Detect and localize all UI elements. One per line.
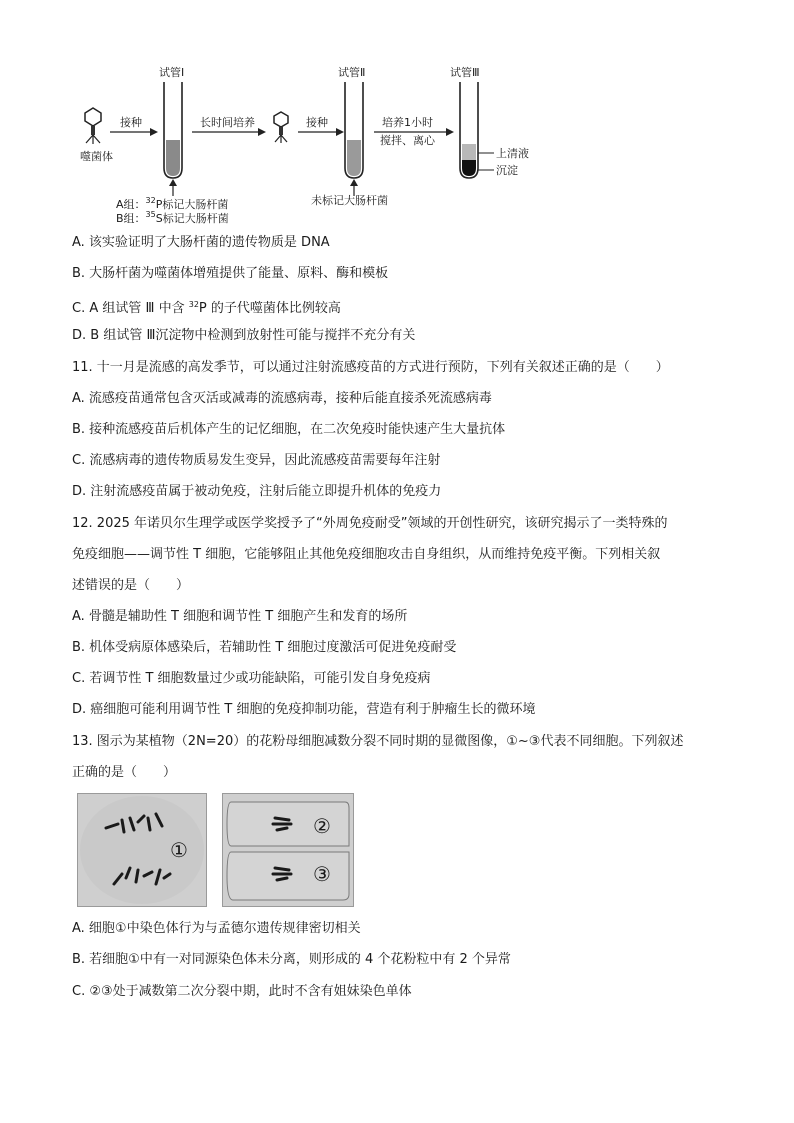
q11-option-d: D. 注射流感疫苗属于被动免疫，注射后能立即提升机体的免疫力 — [72, 484, 442, 499]
q10-option-b: B. 大肠杆菌为噬菌体增殖提供了能量、原料、酶和模板 — [72, 266, 389, 281]
q10-option-a: A. 该实验证明了大肠杆菌的遗传物质是 DNA — [72, 235, 330, 250]
cell-2-label: ② — [313, 814, 331, 838]
group-a-label: A组：$^{32}$P标记大肠杆菌 — [116, 196, 229, 211]
test-tube-3 — [460, 82, 478, 178]
q12-stem-line-2: 免疫细胞——调节性 T 细胞，它能够阻止其他免疫细胞攻击自身组织，从而维持免疫平衡。下列相关叙 — [72, 547, 661, 562]
tube-1-title: 试管Ⅰ — [159, 66, 185, 79]
cell-1-label: ① — [170, 838, 188, 862]
q13-stem-line-1: 13. 图示为某植物（2N=20）的花粉母细胞减数分裂不同时期的显微图像，①~③代表不同细胞。下列叙述 — [72, 734, 684, 749]
q12-option-b: B. 机体受病原体感染后，若辅助性 T 细胞过度激活可促进免疫耐受 — [72, 640, 457, 655]
q12-option-a: A. 骨髓是辅助性 T 细胞和调节性 T 细胞产生和发育的场所 — [72, 609, 408, 624]
sediment-label: 沉淀 — [496, 164, 518, 177]
group-b-label: B组：$^{35}$S标记大肠杆菌 — [116, 210, 229, 225]
unlabeled-ecoli-label: 未标记大肠杆菌 — [311, 194, 388, 207]
q11-option-a: A. 流感疫苗通常包含灭活或减毒的流感病毒，接种后能直接杀死流感病毒 — [72, 391, 492, 406]
phage-label: 噬菌体 — [80, 150, 113, 163]
tube-2-title: 试管Ⅱ — [338, 66, 366, 79]
q13-option-b: B. 若细胞①中有一对同源染色体未分离，则形成的 4 个花粉粒中有 2 个异常 — [72, 952, 511, 967]
q13-option-a: A. 细胞①中染色体行为与孟德尔遗传规律密切相关 — [72, 921, 361, 936]
q12-stem-line-3: 述错误的是（ ） — [72, 578, 190, 593]
micrograph-cells-2-3 — [222, 793, 354, 907]
q12-option-d: D. 癌细胞可能利用调节性 T 细胞的免疫抑制功能，营造有利于肿瘤生长的微环境 — [72, 702, 536, 717]
phage-icon — [274, 112, 288, 143]
q10-option-d: D. B 组试管 Ⅲ沉淀物中检测到放射性可能与搅拌不充分有关 — [72, 328, 416, 343]
q12-option-c: C. 若调节性 T 细胞数量过少或功能缺陷，可能引发自身免疫病 — [72, 671, 431, 686]
supernatant-label: 上清液 — [496, 147, 529, 160]
q11-stem: 11. 十一月是流感的高发季节，可以通过注射流感疫苗的方式进行预防，下列有关叙述正确的是（ ） — [72, 360, 669, 375]
arrow-long-culture-label: 长时间培养 — [200, 116, 255, 129]
q12-stem-line-1: 12. 2025 年诺贝尔生理学或医学奖授予了“外周免疫耐受”领域的开创性研究，该研究揭示了一类特殊的 — [72, 516, 668, 531]
q13-stem-line-2: 正确的是（ ） — [72, 765, 177, 780]
test-tube-2 — [345, 82, 363, 178]
chromosome-image — [223, 794, 353, 906]
arrow-inoculate-1-label: 接种 — [120, 116, 142, 129]
test-tube-1 — [164, 82, 182, 178]
micrograph-cell-1 — [77, 793, 207, 907]
arrow-centrifuge-label-1: 培养1小时 — [382, 116, 433, 129]
tube-3-title: 试管Ⅲ — [450, 66, 480, 79]
phage-icon — [85, 108, 101, 144]
arrow-centrifuge-label-2: 搅拌、离心 — [380, 134, 435, 147]
q10-option-c: C. A 组试管 Ⅲ 中含 $^{32}$P 的子代噬菌体比例较高 — [72, 300, 341, 316]
q11-option-b: B. 接种流感疫苗后机体产生的记忆细胞，在二次免疫时能快速产生大量抗体 — [72, 422, 506, 437]
arrow-inoculate-2-label: 接种 — [306, 116, 328, 129]
q11-option-c: C. 流感病毒的遗传物质易发生变异，因此流感疫苗需要每年注射 — [72, 453, 441, 468]
q13-option-c: C. ②③处于减数第二次分裂中期，此时不含有姐妹染色单体 — [72, 984, 412, 999]
cell-3-label: ③ — [313, 862, 331, 886]
